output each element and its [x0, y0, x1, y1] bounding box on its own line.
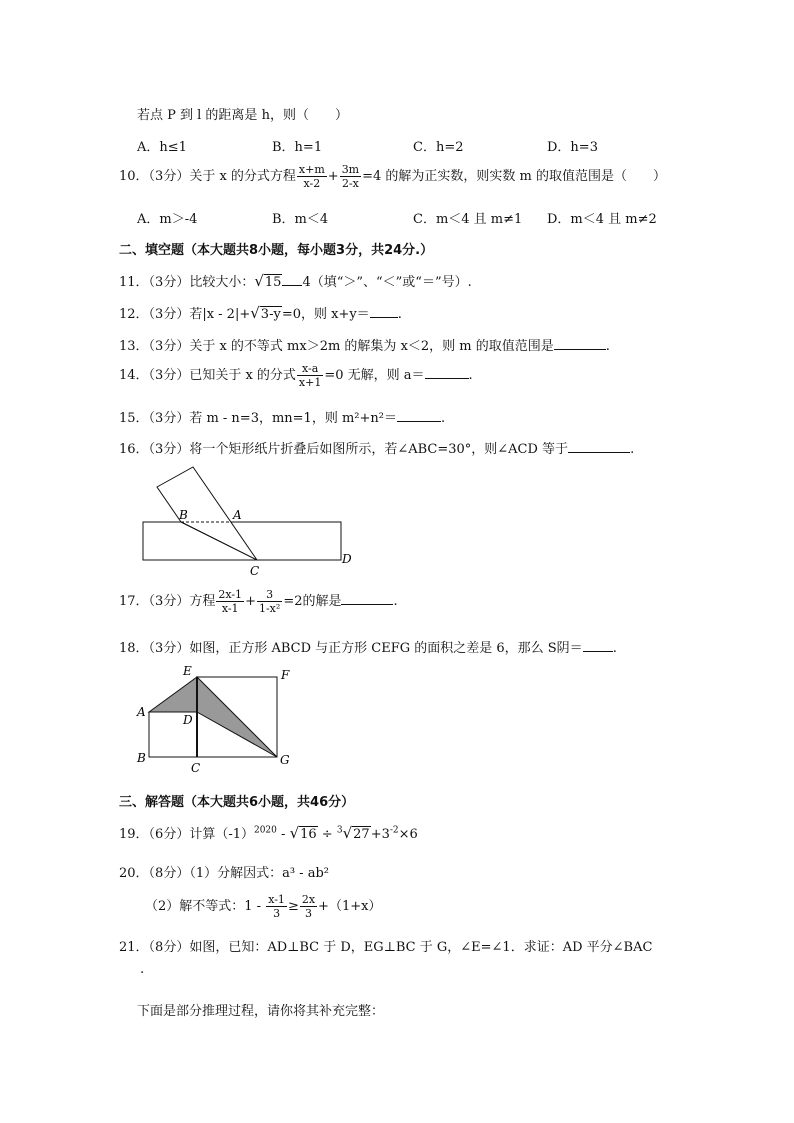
label-a: A	[233, 508, 242, 522]
fold-figure	[135, 462, 365, 580]
label-d: D	[342, 552, 352, 566]
q10-fraction-2	[340, 163, 361, 190]
q19-radicand-2: 27	[353, 827, 370, 842]
sqrt-sign: √	[254, 272, 264, 290]
q20b-f2-denominator: 3	[304, 907, 312, 920]
q10-option-a: A．m＞-4	[137, 212, 198, 227]
q19-prefix: 19．（6分）计算（-1）	[119, 827, 254, 842]
q17-f2-denominator: 1-x²	[258, 602, 281, 615]
q12	[119, 303, 402, 322]
q10-fraction-1	[297, 163, 327, 190]
q17: 17．（3分）方程 $\frac{2x-1}{x-1}$ + $\frac{3}{\text{1-x²}}$ =2的解是 .	[119, 588, 398, 615]
q15-blank	[397, 409, 441, 422]
q11-blank	[282, 273, 302, 286]
q21-stem: 21．（8分）如图，已知：AD⊥BC 于 D，EG⊥BC 于 G，∠E=∠1．求证：AD 平分∠BAC	[119, 940, 653, 955]
q13-blank	[554, 337, 606, 350]
label-b: B	[179, 508, 188, 522]
q21-dot: .	[140, 962, 145, 977]
q20b-fraction-2	[300, 893, 317, 920]
q11-radicand: 15	[264, 275, 282, 290]
q14-fraction	[297, 362, 323, 389]
label-b: B	[137, 751, 146, 765]
q13: 13．（3分）关于 x 的不等式 mx＞2m 的解集为 x＜2，则 m 的取值范围是 .	[119, 339, 610, 354]
label-g: G	[280, 753, 290, 767]
q17-f1-numerator: 2x-1	[218, 588, 243, 601]
folded-flap	[157, 467, 257, 560]
q20b-f2-numerator: 2x	[301, 893, 316, 906]
section-2-heading: 二、填空题（本大题共8小题，每小题3分，共24分.）	[119, 243, 434, 258]
q10-f2-denominator: 2-x	[341, 177, 359, 190]
q11	[119, 271, 472, 290]
q17-f1-denominator: x-1	[221, 602, 239, 615]
q20b-prefix: （2）解不等式：1 -	[145, 899, 266, 914]
q12-prefix: 12．（3分）若|x - 2|+	[119, 307, 251, 322]
q21-instruction: 下面是部分推理过程，请你将其补充完整：	[137, 1004, 385, 1019]
sqrt-sign: √	[289, 824, 300, 842]
q19-root-index: 3	[336, 825, 343, 836]
q16: 16．（3分）将一个矩形纸片折叠后如图所示，若∠ABC=30°，则∠ACD 等于 .	[119, 442, 635, 457]
q10-option-d: D．m＜4 且 m≠2	[547, 212, 657, 227]
q18-text: 18．（3分）如图，正方形 ABCD 与正方形 CEFG 的面积之差是 6，那么 S阴＝	[119, 641, 583, 656]
cube-root-sign: √	[342, 824, 353, 842]
q20b-fraction-1	[266, 893, 287, 920]
q9-option-b: B．h=1	[272, 140, 323, 155]
label-f: F	[281, 668, 290, 682]
q10-f1-denominator: x-2	[303, 177, 321, 190]
q14-blank	[425, 366, 469, 379]
q12-radicand: 3-y	[260, 307, 281, 322]
q10-prefix: 10．（3分）关于 x 的分式方程	[119, 169, 296, 184]
label-c: C	[250, 564, 260, 578]
label-a: A	[137, 705, 146, 719]
q19-divide: ÷	[317, 827, 337, 842]
q12-end: .	[397, 307, 402, 322]
q17-suffix: =2的解是	[283, 594, 342, 609]
q14-prefix: 14．（3分）已知关于 x 的分式	[119, 368, 296, 383]
q9-option-a: A．h≤1	[137, 140, 187, 155]
q9-stem: 若点 P 到 l 的距离是 h，则（ ）	[137, 108, 348, 123]
q19	[119, 823, 418, 842]
section-3-heading: 三、解答题（本大题共6小题，共46分）	[119, 795, 355, 810]
q14-numerator: x-a	[297, 362, 323, 376]
q12-suffix: =0，则 x+y＝	[281, 307, 370, 322]
q17-prefix: 17．（3分）方程	[119, 594, 216, 609]
q19-end: ×6	[398, 827, 418, 842]
q17-blank	[341, 592, 393, 605]
q18-blank	[583, 639, 613, 652]
q10-option-c: C．m＜4 且 m≠1	[413, 212, 523, 227]
q15: 15．（3分）若 m - n=3，mn=1，则 m²+n²＝ .	[119, 411, 446, 426]
shaded-triangle-left	[149, 677, 197, 712]
q20b-f1-denominator: 3	[273, 907, 281, 920]
q20-part1: 20．（8分）（1）分解因式：a³ - ab²	[119, 866, 329, 881]
q9-option-d: D．h=3	[547, 140, 598, 155]
q10-stem	[119, 163, 666, 190]
label-c: C	[191, 761, 201, 774]
q14-suffix: =0 无解，则 a＝	[324, 368, 425, 383]
shaded-triangle-right	[197, 677, 277, 757]
q19-minus: -	[276, 827, 290, 842]
q10-f1-numerator: x+m	[298, 163, 325, 176]
q15-text: 15．（3分）若 m - n=3，mn=1，则 m²+n²＝	[119, 411, 397, 426]
q13-text: 13．（3分）关于 x 的不等式 mx＞2m 的解集为 x＜2，则 m 的取值范围是	[119, 339, 554, 354]
q11-suffix: 4（填“＞”、“＜”或“＝”号）.	[302, 275, 472, 290]
sqrt-sign: √	[250, 304, 260, 322]
q19-radicand-1: 16	[300, 827, 317, 842]
q20b-f1-numerator: x-1	[268, 893, 285, 906]
q16-blank	[568, 440, 630, 453]
q12-blank	[370, 305, 398, 318]
q16-text: 16．（3分）将一个矩形纸片折叠后如图所示，若∠ABC=30°，则∠ACD 等于	[119, 442, 569, 457]
q10-plus: +	[327, 169, 339, 184]
q11-prefix: 11．（3分）比较大小：	[119, 275, 255, 290]
q18: 18．（3分）如图，正方形 ABCD 与正方形 CEFG 的面积之差是 6，那么 S阴＝ .	[119, 641, 617, 656]
q10-suffix: =4 的解为正实数，则实数 m 的取值范围是（ ）	[362, 169, 667, 184]
q14-denominator: x+1	[298, 376, 322, 389]
q20-part2	[145, 893, 381, 920]
label-e: E	[183, 664, 192, 678]
q9-option-c: C．h=2	[413, 140, 464, 155]
q17-f2-numerator: 3	[257, 588, 282, 602]
q14: 14．（3分）已知关于 x 的分式 $\frac{x-a}{x+1}$ =0 无解，则 a＝ .	[119, 362, 473, 389]
q10-option-b: B．m＜4	[272, 212, 329, 227]
q20b-ge: ≥	[287, 899, 299, 914]
q17-fraction-1	[216, 588, 244, 615]
q19-exponent: 2020	[253, 825, 277, 836]
q10-f2-numerator: 3m	[341, 163, 360, 176]
q19-exponent-2: -2	[389, 825, 399, 836]
label-d: D	[183, 713, 193, 727]
q17-fraction-2	[257, 588, 282, 615]
q19-tail: +3	[370, 827, 390, 842]
squares-figure	[135, 664, 305, 774]
q20b-suffix: +（1+x）	[318, 899, 382, 914]
